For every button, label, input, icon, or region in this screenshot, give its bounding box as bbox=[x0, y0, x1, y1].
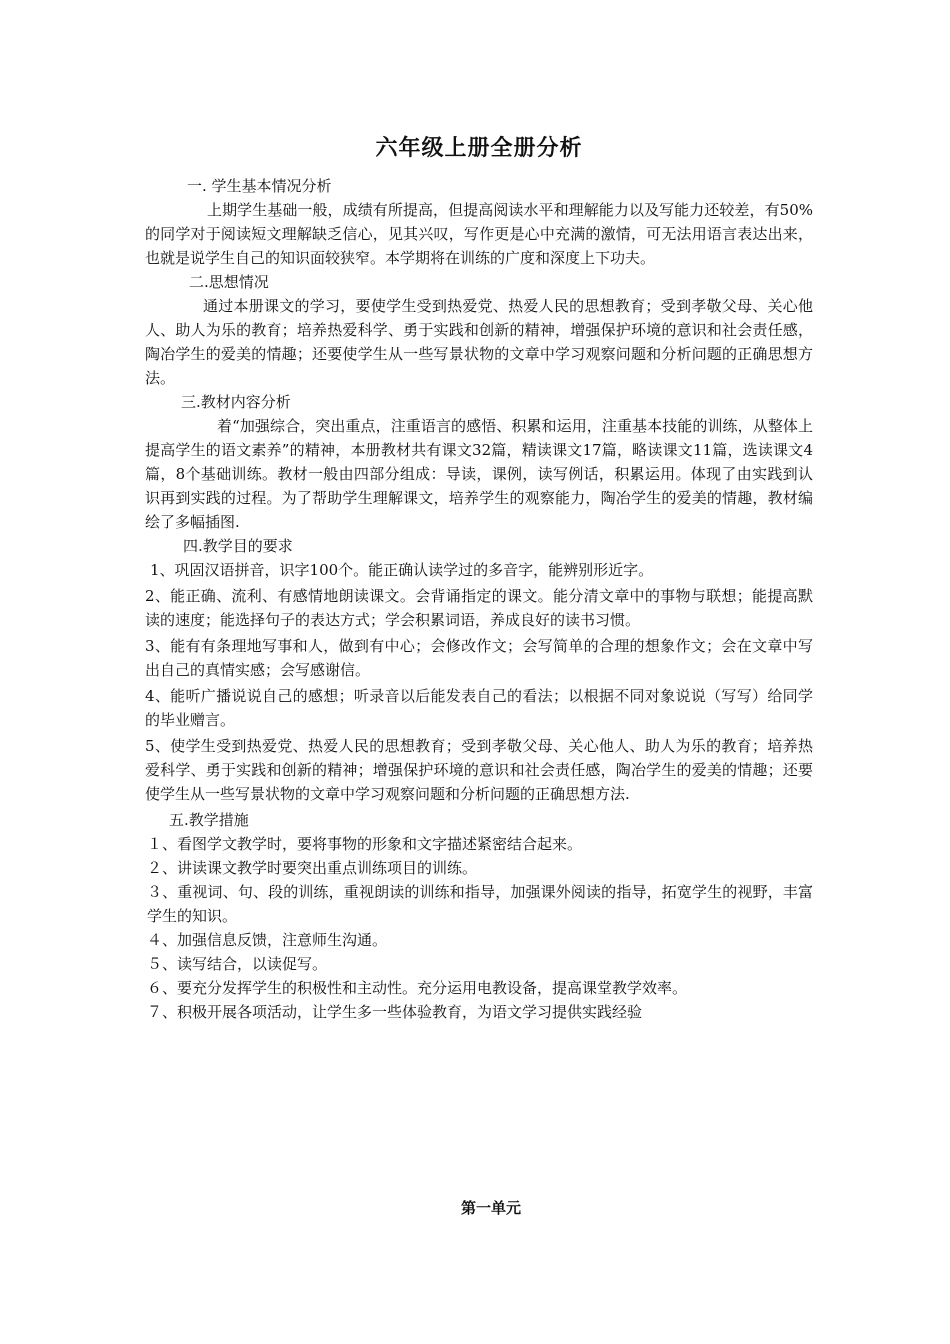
section-text-student-status: 上期学生基础一般，成绩有所提高，但提高阅读水平和理解能力以及写能力还较差，有50%的同学对于阅读短文理解缺乏信心，见其兴叹，写作更是心中充满的激情，可无法用语言表达出来，也就是说学生自己的知识面较狭窄。本学期将在训练的广度和深度上下功夫。 bbox=[145, 201, 813, 267]
measure-item: １、看图学文教学时，要将事物的形象和文字描述紧密结合起来。 bbox=[147, 835, 583, 853]
unit-heading: 第一单元 bbox=[460, 1199, 521, 1217]
section-heading-textbook: 三.教材内容分析 bbox=[181, 393, 291, 411]
measure-item: ３、重视词、句、段的训练，重视朗读的训练和指导，加强课外阅读的指导，拓宽学生的视野，丰富学生的知识。 bbox=[147, 883, 813, 925]
page-title: 六年级上册全册分析 bbox=[375, 136, 583, 161]
goal-item: 4、能听广播说说自己的感想；听录音以后能发表自己的看法；以根据不同对象说说（写写）给同学的毕业赠言。 bbox=[145, 687, 813, 729]
measures-list bbox=[145, 832, 813, 1024]
document-body bbox=[145, 132, 813, 1024]
goal-item: 3、能有有条理地写事和人，做到有中心；会修改作文；会写简单的合理的想象作文；会在文章中写出自己的真情实感；会写感谢信。 bbox=[145, 637, 813, 679]
measure-item: ７、积极开展各项活动，让学生多一些体验教育，为语文学习提供实践经验 bbox=[147, 1003, 643, 1021]
goal-item: 2、能正确、流利、有感情地朗读课文。会背诵指定的课文。能分清文章中的事物与联想；能提高默读的速度；能选择句子的表达方式；学会积累词语，养成良好的读书习惯。 bbox=[145, 587, 813, 629]
section-text-textbook: 着“加强综合，突出重点，注重语言的感悟、积累和运用，注重基本技能的训练，从整体上提高学生的语文素养”的精神，本册教材共有课文32篇，精读课文17篇，略读课文11篇，选读课文4篇，8个基础训练。教材一般由四部分组成：导读，课例，读写例话，积累运用。体现了由实践到认识再到实践的过程。为了帮助学生理解课文，培养学生的观察能力，陶冶学生的爱美的情趣，教材编绘了多幅插图. bbox=[145, 417, 813, 531]
goal-item: 5、使学生受到热爱党、热爱人民的思想教育；受到孝敬父母、关心他人、助人为乐的教育；培养热爱科学、勇于实践和创新的精神；增强保护环境的意识和社会责任感，陶冶学生的爱美的情趣；还要使学生从一些写景状物的文章中学习观察问题和分析问题的正确思想方法. bbox=[145, 737, 813, 803]
measure-item: ５、读写结合，以读促写。 bbox=[147, 955, 328, 973]
measure-item: ６、要充分发挥学生的积极性和主动性。充分运用电教设备，提高课堂教学效率。 bbox=[147, 979, 688, 997]
section-text-ideology: 通过本册课文的学习，要使学生受到热爱党、热爱人民的思想教育；受到孝敬父母、关心他人、助人为乐的教育；培养热爱科学、勇于实践和创新的精神，增强保护环境的意识和社会责任感，陶冶学生的爱美的情趣；还要使学生从一些写景状物的文章中学习观察问题和分析问题的正确思想方法。 bbox=[145, 297, 813, 387]
measure-item: ２、讲读课文教学时要突出重点训练项目的训练。 bbox=[147, 859, 478, 877]
section-heading-student-status: 一. 学生基本情况分析 bbox=[187, 177, 332, 195]
goals-list bbox=[145, 558, 813, 806]
measure-item: ４、加强信息反馈，注意师生沟通。 bbox=[147, 931, 388, 949]
goal-item: 1、巩固汉语拼音，识字100个。能正确认读学过的多音字，能辨别形近字。 bbox=[150, 561, 654, 579]
section-heading-goals: 四.教学目的要求 bbox=[183, 537, 293, 555]
section-heading-measures: 五.教学措施 bbox=[169, 811, 249, 829]
section-heading-ideology: 二.思想情况 bbox=[189, 273, 269, 291]
